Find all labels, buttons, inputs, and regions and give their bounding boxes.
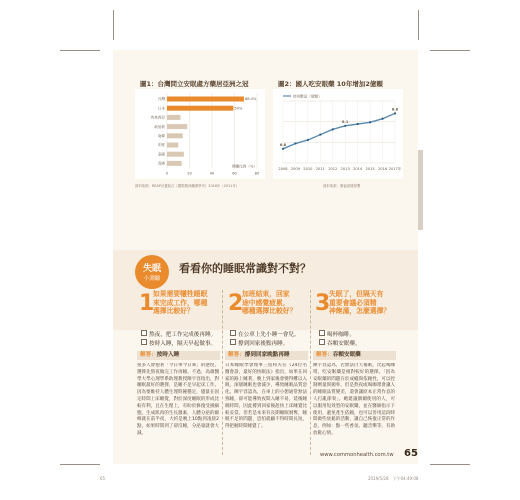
data-label: 8.1 bbox=[342, 119, 349, 124]
question-1-text: 如果需要犧牲睡眠 來完成工作，哪種 選擇比較好？ bbox=[153, 290, 208, 316]
x-tick-label: 2013 bbox=[340, 167, 350, 171]
slug-left: 65 bbox=[100, 476, 106, 481]
x-tick-label: 2008 bbox=[278, 167, 288, 171]
category-label: 馬來西亞 bbox=[150, 115, 165, 120]
data-point bbox=[294, 142, 296, 144]
series-line bbox=[283, 113, 395, 148]
crop-mark bbox=[418, 10, 419, 40]
checkbox[interactable] bbox=[141, 339, 147, 345]
data-point bbox=[357, 123, 359, 125]
category-label: 新加坡 bbox=[154, 124, 165, 129]
question-3-option-b[interactable]: 吞顆安眠藥。 bbox=[319, 339, 361, 347]
category-label: 印度 bbox=[157, 143, 165, 148]
edge-tab bbox=[418, 150, 423, 230]
question-2-number: 2 bbox=[228, 291, 244, 316]
bar bbox=[167, 143, 178, 148]
data-point bbox=[319, 134, 321, 136]
chart2-plot bbox=[273, 89, 403, 179]
category-label: 台灣 bbox=[157, 97, 165, 102]
checkbox[interactable] bbox=[319, 339, 325, 345]
quiz-headline: 看看你的睡眠常識對不對？ bbox=[179, 262, 311, 275]
chart1-title: 圖1：台灣問立安眠處方藥居亞洲之冠 bbox=[140, 80, 249, 88]
x-tick-label: 20 bbox=[187, 171, 192, 176]
data-point bbox=[307, 139, 309, 141]
x-tick-label: 2012 bbox=[328, 167, 338, 171]
data-point bbox=[332, 128, 334, 130]
bar-data-label: 68.4% bbox=[244, 97, 257, 102]
crop-mark bbox=[60, 50, 100, 51]
column-divider bbox=[310, 290, 311, 455]
data-point bbox=[369, 121, 371, 123]
chart2-source: 資料來源：衛福部健保署 bbox=[323, 184, 361, 188]
answer-2-body: 日本睡眠學會理事三島和夫在《24位名醫會診，最好的快眠法》指出，如果在回家的路上睡著，晚上到家後會變得難以入眠，深層睡眠也會減少，導致睡眠品質惡化。陳宇容認為，在車上的小憩通常無法熟睡，卻可能導致夜間入睡不易，延後睡眠時間，因此撐到回家後趁快上床睡覺比較妥當。但若是本來有長期睡眠剝奪，睡眠不足的問題，恐怕就顧不得時間長短，得把握時間睡覺了。 bbox=[225, 363, 307, 430]
chart2-svg bbox=[273, 89, 403, 179]
category-label: 日本 bbox=[157, 106, 165, 111]
bar bbox=[167, 152, 184, 157]
bar-data-label: 59% bbox=[234, 106, 243, 111]
data-point bbox=[394, 112, 396, 114]
footer-url: www.commonhealth.com.tw bbox=[320, 452, 394, 458]
data-label: 6.8 bbox=[279, 142, 287, 147]
x-tick-label: 0 bbox=[165, 171, 169, 176]
question-2-option-b[interactable]: 撐到回家後點再睡。 bbox=[230, 339, 288, 347]
checkbox[interactable] bbox=[230, 339, 236, 345]
bar bbox=[167, 106, 233, 111]
question-3-option-a[interactable]: 喝杯咖啡。 bbox=[319, 330, 355, 338]
question-2-option-a[interactable]: 在公車上先小睡一會兒。 bbox=[230, 330, 300, 338]
checkbox[interactable] bbox=[141, 330, 147, 336]
category-label: 香港 bbox=[157, 161, 165, 166]
bar bbox=[167, 133, 183, 138]
answer-1-body: 很多人會抱著「今日事今日畢」的態度，選擇先熬夜做完工作再睡。不過，高雄醫學大學心理學系助理教授陳宇容指出，對睡眠最好的選擇，是睡不足早起床工作。因為要維持人體生理時鐘穩定，儘量在固定時間上床睡覺，對於深度睡眠的形成比較有利，且在生理上，有助於修復受損細胞，生成肌肉的生長激素，人體分泌的巔峰就在前半夜，大約是晚上10點到凌晨2點，如果時間到了卻沒睡，分泌量就會大減。 bbox=[137, 363, 219, 436]
answer-1-header: 解答：按時入睡 bbox=[137, 351, 220, 360]
checkbox[interactable] bbox=[230, 330, 236, 336]
chart1-plot bbox=[135, 89, 265, 179]
x-tick-label: 2014 bbox=[353, 167, 363, 171]
bar bbox=[167, 161, 182, 166]
x-tick-label: 80 bbox=[254, 171, 260, 176]
bar bbox=[167, 124, 187, 129]
chart1-source: 資料來源：REAP計畫結合《國際精神藥理學刊》2016年（2011年） bbox=[135, 184, 240, 188]
crop-mark bbox=[430, 464, 470, 465]
data-label: 8.8 bbox=[391, 107, 399, 112]
chart1-svg bbox=[135, 89, 265, 179]
data-point bbox=[282, 148, 284, 150]
question-1-number: 1 bbox=[139, 291, 155, 316]
crop-mark bbox=[430, 50, 470, 51]
question-1-option-a[interactable]: 熬夜，把工作完成後再睡。 bbox=[141, 330, 216, 338]
x-tick-label: 60 bbox=[232, 171, 237, 176]
bar bbox=[167, 115, 181, 120]
question-1-option-b[interactable]: 按時入睡，隔天早起做事。 bbox=[141, 339, 216, 347]
data-point bbox=[344, 125, 346, 127]
x-tick-label: 40 bbox=[209, 171, 215, 176]
data-point bbox=[381, 118, 383, 120]
x-tick-label: 2011 bbox=[315, 167, 325, 171]
chart2-title: 圖2：國人吃安眠藥 10年增加2億顆 bbox=[278, 80, 383, 88]
category-label: 南韓 bbox=[157, 134, 165, 138]
badge-subtitle: 小測驗 bbox=[143, 276, 161, 282]
page-number: 65 bbox=[404, 448, 418, 459]
slug-right: 2019/5/28 下午04:49:08 bbox=[368, 476, 419, 481]
checkbox[interactable] bbox=[319, 330, 325, 336]
magazine-page bbox=[113, 50, 418, 464]
x-tick-label: 2015 bbox=[365, 167, 375, 171]
badge-title: 失眠 bbox=[142, 264, 161, 274]
answer-2-header: 解答：撐到回家晚點再睡 bbox=[225, 351, 308, 360]
bar bbox=[167, 97, 244, 102]
question-3-text: 失眠了，但隔天有 重要會議必須精 神飽滿，怎麼選擇？ bbox=[329, 290, 391, 316]
x-tick-label: 2010 bbox=[303, 167, 313, 171]
question-3-number: 3 bbox=[315, 291, 331, 316]
answer-3-body: 陳宇容認為，若無法白天補眠，比起喝咖啡，吃安眠藥是相對較好的選擇。「因為安眠藥的問題在於成癮與依賴性，可以控制劑量與頻率，但是熬夜或喝咖啡會讓人的睡眠品質變差，還會讓原本正常作息的人打亂節奏」。她建議偶爾使用的人，可以服用短效型的安眠藥，並在醫師指示下使用，避免產生依賴，也可以善用這段時間做些放鬆的活動，讓自己恢復正常的作息，例如：點一些香氛、聽音樂等，有助放鬆心情。 bbox=[313, 363, 395, 436]
answer-3-header: 解答：吞顆安眠藥 bbox=[313, 351, 396, 360]
category-label: 泰國 bbox=[157, 152, 165, 157]
column-divider bbox=[222, 290, 223, 455]
x-tick-label: 2009 bbox=[290, 167, 301, 171]
question-2-text: 加班結束，回家 途中感覺疲累， 哪種選擇比較好？ bbox=[242, 290, 297, 316]
x-tick-label: 2016 bbox=[377, 167, 388, 171]
crop-mark bbox=[113, 10, 114, 40]
x-tick-label: 2017年 bbox=[388, 167, 402, 171]
x-axis-label: 開藥比例（%） bbox=[232, 164, 257, 169]
legend-label: 使用數量（億顆） bbox=[293, 94, 322, 99]
crop-mark bbox=[60, 464, 100, 465]
